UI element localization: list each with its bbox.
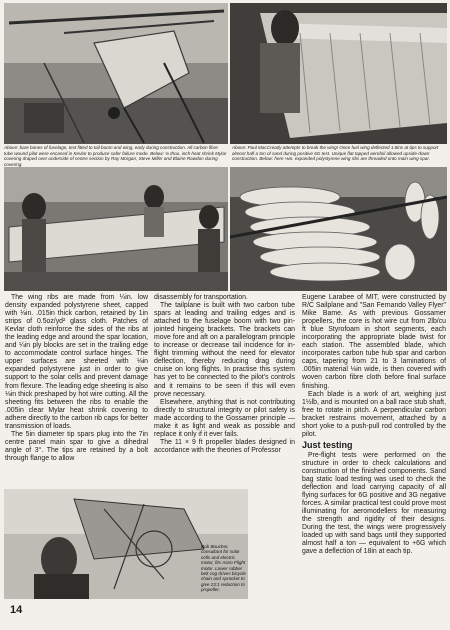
- caption-top-right: Above: Paul MacCready attempts to break the wing! Once fuel wing deflected 1.8ins at tips to support almost half a ton of sand during positive 6G test. Unique flat tapped aerofoil allowed upside-down construction. Below: here ⅛in. expanded polystyrene wing ribs are threaded onto main wing spar.: [232, 145, 439, 162]
- photo-mylar-covering: [4, 167, 228, 291]
- paragraph: Elsewhere, anything that is not contributing directly to structural integrity or pilot safety is made according to the Gossamer principle — make it as light and weak as possible and replace it only if it ever fails.: [154, 398, 295, 438]
- text-column-1: [5, 294, 148, 463]
- text-column-2: [154, 294, 295, 455]
- photo-wing-ribs: [230, 167, 447, 291]
- paragraph: disassembly for transportation.: [154, 294, 248, 301]
- photo-wing-load-test: [230, 3, 447, 144]
- caption-top-left: Above: bare bones of fuselage, test fitted to tail boom and wing, early during construction. All carbon fibre tube wound pilot were encased in Kevlar to produce safer failure mode. Below: ⅛ thou. inch heat shrink Mylar covering draped over underside of centre section by Ray Morgan, Steve Miller and Blaine Rawdon during covering.: [4, 145, 227, 167]
- caption-inset: Bob Boucher, consultant for solar cells and electric motor, fits Astro Flight motor. Lower rubber belt cog drives bicycle chain and sprocket to give 23:1 reduction to propeller.: [201, 544, 246, 593]
- section-heading: Just testing: [302, 439, 353, 450]
- paragraph: The 11 × 9 ft propeller blades designed in accordance with the theories of Professor: [154, 438, 295, 454]
- paragraph: Each blade is a work of art, weighing just 1½lb, and is mounted on a ball race stub shaft, free to rotate in pitch. A perpendicular carbon bracket restrains movement, attached by a short yoke to a push-pull rod controlled by the pilot.: [302, 390, 446, 438]
- paragraph: Eugene Larabee of MIT, were constructed by R/C Sailplane and "San Fernando Valley Flyer" Mike Bame. As with previous Gossamer propellers, the core is hot wire cut from 2lb/cu ft blue Styrofoam in short segments, each incorporating the appropriate blade twist for each station. The assembled blade, which incorporates carbon tube hub spar and carbon caps, tapering from 21 to 3 laminations of .005in material ⅛in wide, is then covered with woven carbon fibre cloth before final surface finishing.: [302, 294, 446, 390]
- text-column-3: [302, 294, 446, 556]
- page-number: 14: [10, 604, 23, 616]
- photo-fuselage-construction: [4, 3, 228, 144]
- paragraph: The 5in diameter tip spars plug into the 7in centre panel main spar to give a dihedral angle of 3°. The tips are retained by a bolt through flange to allow: [5, 430, 148, 462]
- paragraph: The wing ribs are made from ¼in. low density expanded polystyrene sheet, capped with ⅛in. .015in thick carbon, retained by 1in strips of 0.5oz/yd² glass cloth. Patches of Kevlar cloth reinforce the sides of the ribs at the leading edge and around the spar location, and ¼in ply blocks are set in the trailing edge to accommodate control surface hinges. The upper surfaces are sheeted with ⅛in expanded polystyrene just in order to give support to the solar cells and prevent damage from flexure. The leading edge sheeting is also ⅛in thick preshaped by hot wire cutting. All the sheeting fits between the ribs to enable the .005in clear Mylar heat shrink covering to adhere directly to the carbon rib caps for better transmission of loads.: [5, 294, 148, 430]
- paragraph: Pre-flight tests were performed on the structure in order to check calculations and construction of the finished components. Sand bag static load testing was used to check the deflection and load carrying capacity of all flying surfaces for 6G positive and 3G negative forces. A similar practical test could prove most illuminating for aeromodellers for measuring the strength and rigidity of their designs. During the test, the wings were progressively loaded up with sand bags until they supported almost half a ton — equivalent to +6G which gave a deflection of 18in at each tip.: [302, 451, 446, 556]
- paragraph: The tailplane is built with two carbon tube spars at leading and trailing edges and is attached to the fuselage boom with two pin-jointed hingeing brackets. The brackets can move fore and aft on a parallelogram principle to increase or decrease tail incidence for in-flight trimming without the need for elevator deflection, thereby reducing drag during cruise on long flights. In practise this system has yet to be connected to the pilot's controls and it remains to be seen if this will even prove necessary.: [154, 302, 295, 398]
